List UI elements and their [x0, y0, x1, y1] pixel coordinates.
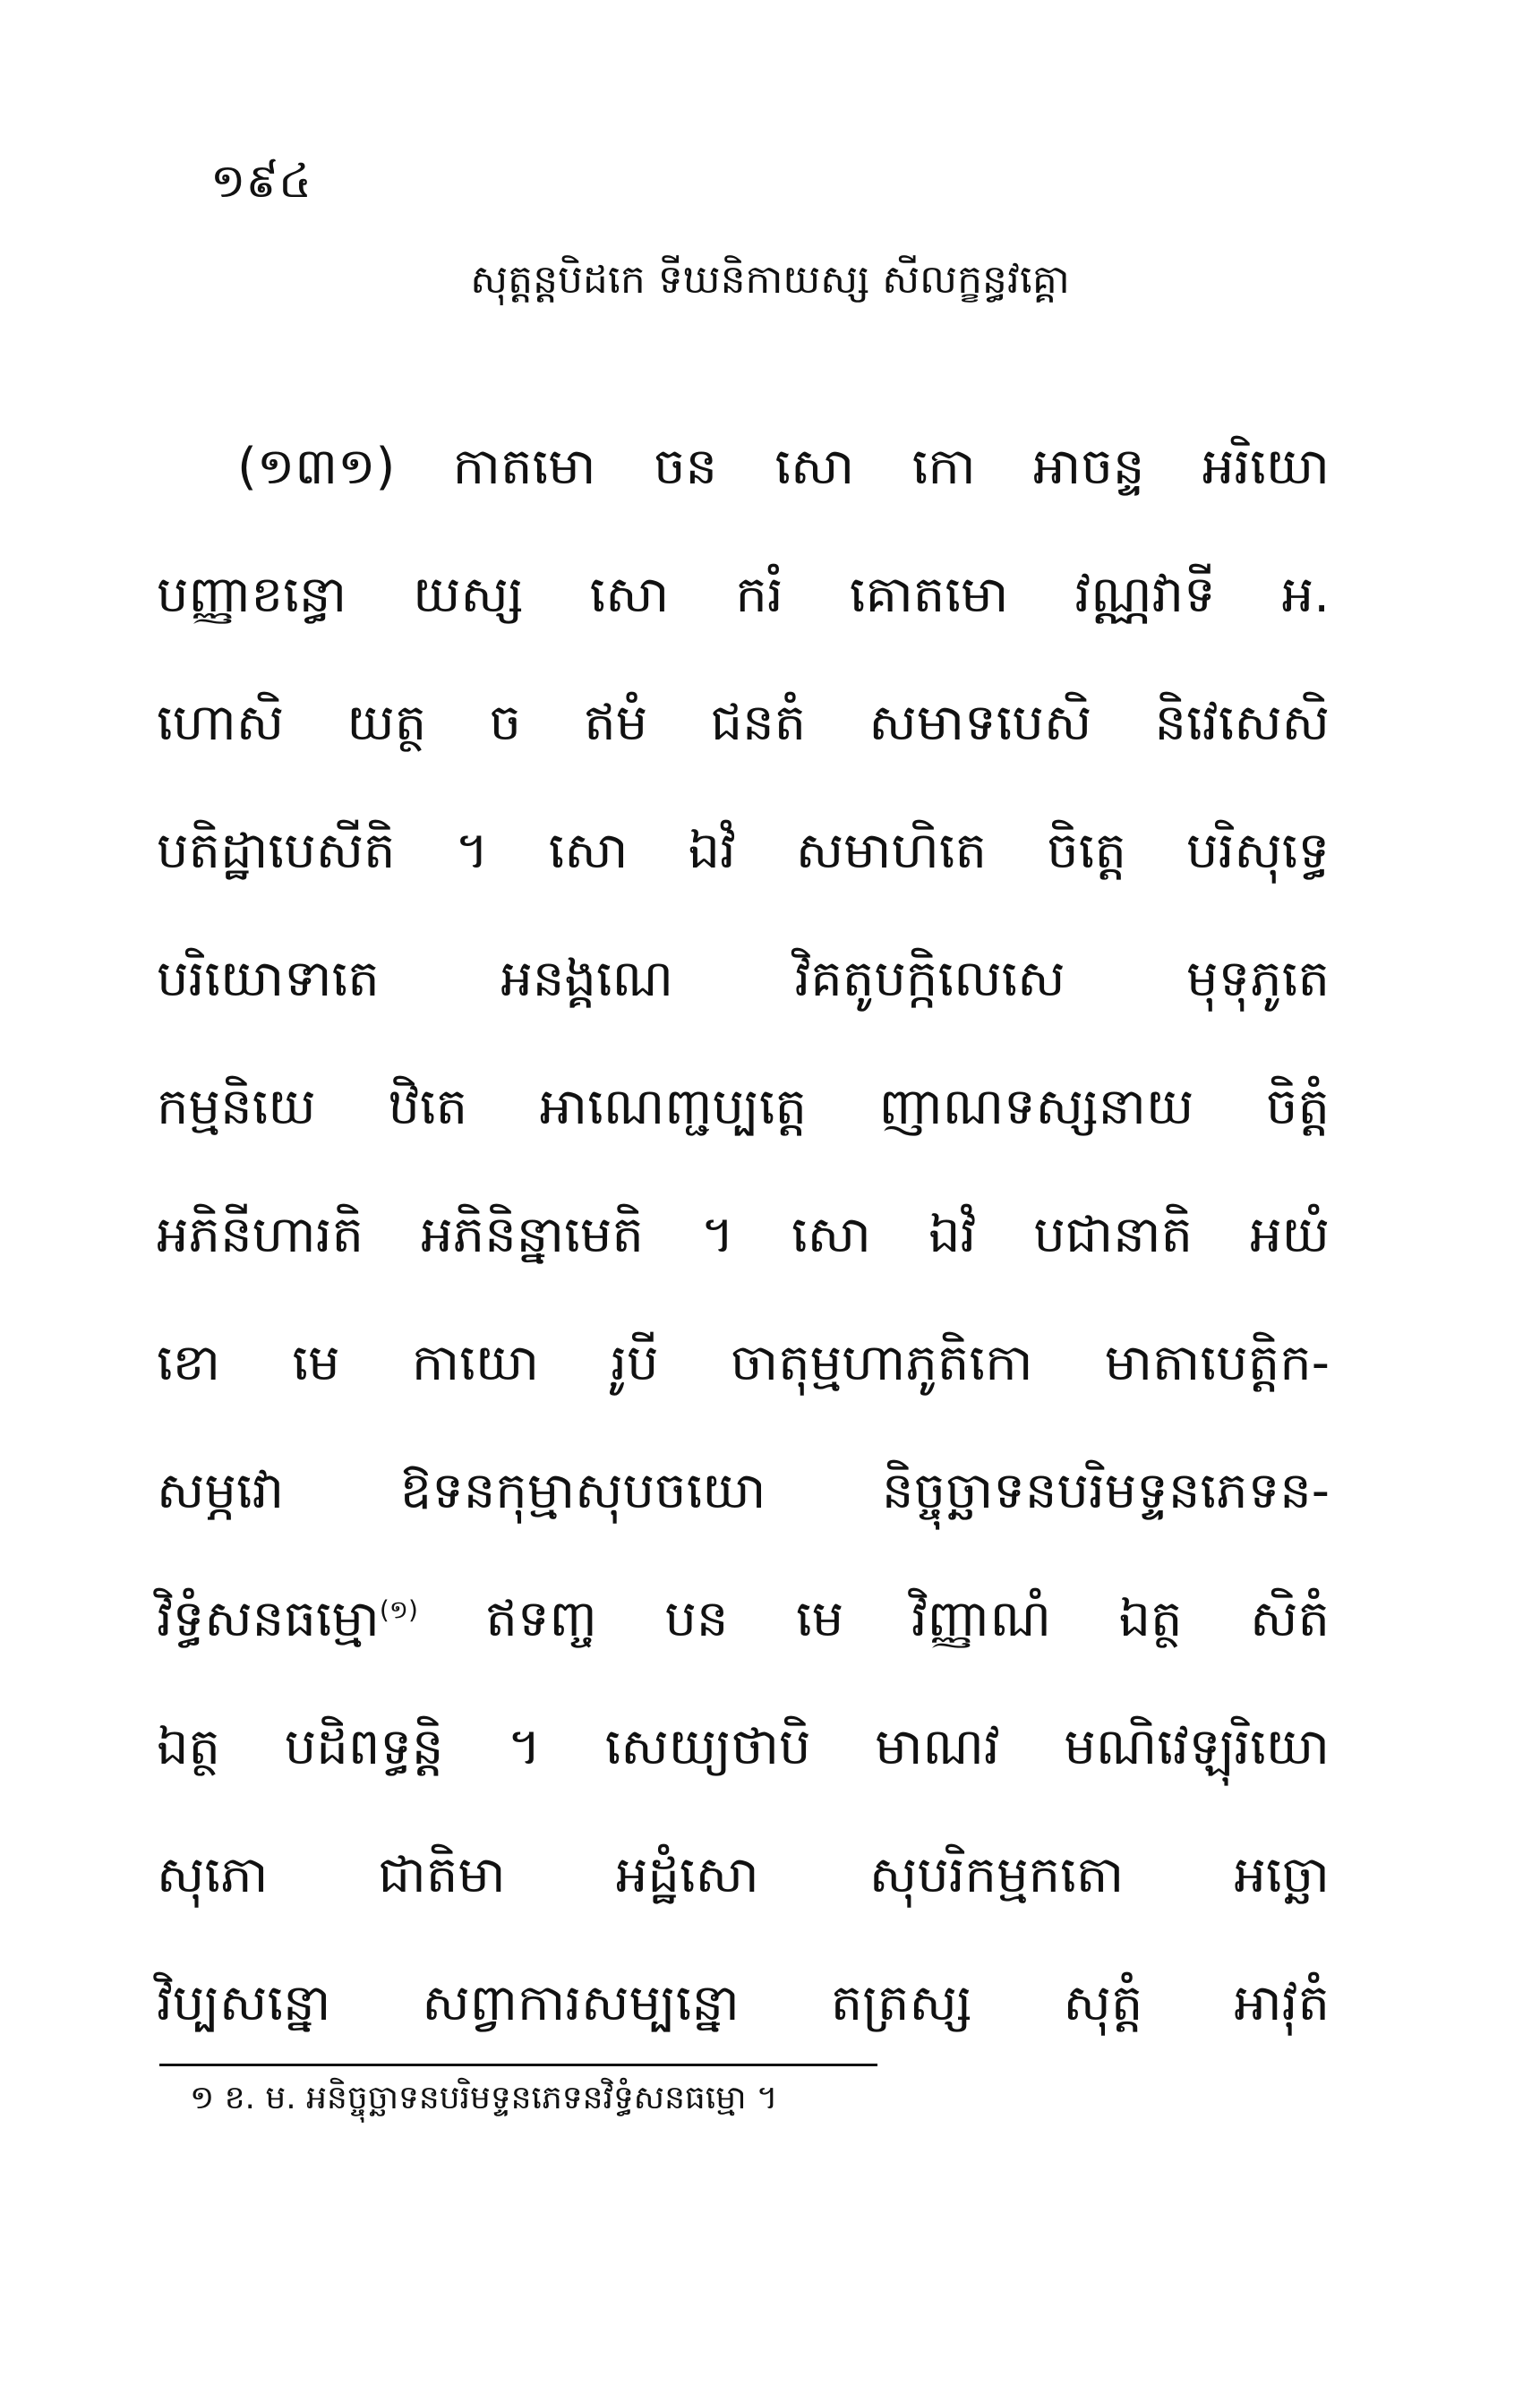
page-number: ១៩៤: [210, 155, 312, 209]
footnote-divider: [159, 2064, 877, 2066]
paragraph-line-text: វិទ្ធំសនធម្មោ$^{(១)}$ ឥទញ្ច បន មេ វិញ្ញាណំ ឯត្ថ សិតំ: [157, 1590, 1330, 1648]
running-header: សុត្តន្តបិដកេ ទីឃនិកាយស្ស សីលក្ខន្ធវគ្គោ: [470, 257, 1070, 303]
paragraph-line: បរិយោទាតេ អនង្គណេ វិគតូបក្កិលេសេ មុទុភូតេ: [157, 950, 1330, 1008]
paragraph-line: ឯត្ថ បដិពទ្ធន្តិ ។ សេយ្យថាបិ មាណវ មណិវេឡុរិយោ: [157, 1718, 1330, 1776]
paragraph-line: សុភោ ជាតិមា អដ្ឋំសោ សុបរិកម្មកតោ អច្ឆោ: [157, 1846, 1330, 1904]
footnote-reference: (១): [379, 1594, 418, 1625]
paragraph-line-with-footnote: [157, 1555, 1330, 1683]
paragraph-line: ហោសិ យត្ថ ច ឥមំ ជនតំ សមាទបេសិ និវេសេសិ: [157, 694, 1330, 752]
paragraph-line: វិប្បសន្នោ សព្វាការសម្បន្នោ តត្រស្ស សុត្តំ អាវុតំ: [157, 1974, 1330, 2032]
paragraph: [157, 403, 1330, 2067]
paragraph-line: (១៣១) កាតមោ ចន សោ កោ អាចន្ទ អរិយោ: [237, 438, 1330, 496]
paragraph-line: ខោ មេ កាយោ រូបី ចាតុម្មហាភូតិកោ មាតាបេត្តិក-: [157, 1334, 1330, 1392]
paragraph-line: អភិនីហារតិ អភិនិន្នាមេតិ ។ សោ ឯវំ បជានាតិ អយំ: [157, 1206, 1330, 1264]
footnote: ១ ខ. ម. អនិច្ចុច្ឆាទនបរិមទ្ទនភេទនវិទ្ធំសនធម្មោ ។: [190, 2080, 778, 2116]
paragraph-line: សម្ភវោ ឱទនកុម្មាសុបចយោ និច្ចុច្ឆាទនបរិមទ្ទនភេទន-: [157, 1462, 1330, 1520]
paragraph-line: បតិដ្ឋាបេសីតិ ។ សោ ឯវំ សមាហិតេ ចិត្តេ បរិសុទ្ធេ: [157, 822, 1330, 880]
paragraph-line: បញ្ញាខន្ធោ យស្ស សោ ករំ គោតមោ វណ្ណវាទី អ.: [157, 566, 1330, 624]
paragraph-line: កម្មនិយេ ឋិតេ អាណេញ្ជប្បត្តេ ញាណទស្សនាយ ចិត្តំ: [157, 1078, 1330, 1136]
